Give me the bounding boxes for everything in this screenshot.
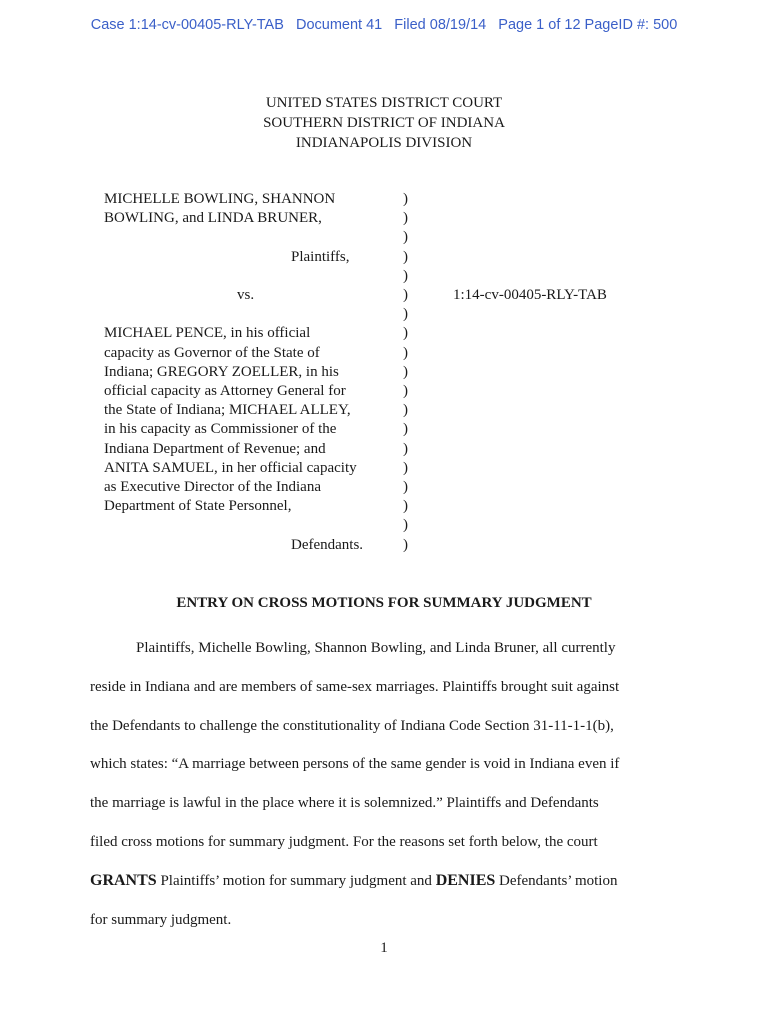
court-division: INDIANAPOLIS DIVISION: [295, 135, 473, 151]
defendant-line: ANITA SAMUEL, in her official capacity: [104, 459, 357, 476]
paragraph-line: the Defendants to challenge the constitutionality of Indiana Code Section 31-11-1-1(b),: [90, 717, 614, 734]
blank-line: [104, 516, 394, 535]
paragraph-line: the marriage is lawful in the place where it is solemnized.” Plaintiffs and Defendants: [90, 795, 599, 812]
versus-label: vs.: [237, 287, 255, 304]
defendant-line: as Executive Director of the Indiana: [104, 479, 321, 496]
paren: ): [403, 306, 408, 323]
plaintiff-line: MICHELLE BOWLING, SHANNON: [104, 191, 336, 207]
case-number: 1:14-cv-00405-RLY-TAB: [453, 287, 607, 303]
paren: ): [403, 363, 408, 380]
paren: ): [403, 325, 408, 342]
defendant-line: Indiana Department of Revenue; and: [104, 440, 326, 457]
paren: ): [403, 267, 408, 284]
ruling-text-end: Defendants’ motion: [495, 872, 618, 889]
paragraph-line: filed cross motions for summary judgment. For the reasons set forth below, the court: [90, 833, 598, 850]
defendant-line: capacity as Governor of the State of: [104, 344, 320, 361]
paren: ): [403, 459, 408, 476]
paragraph-line-ruling: [90, 862, 680, 901]
paren: ): [403, 248, 408, 265]
denies-emphasis: DENIES: [435, 871, 496, 889]
blank-line: [104, 267, 394, 286]
case-caption: [104, 190, 394, 555]
ruling-text: Plaintiffs’ motion for summary judgment and: [156, 872, 436, 889]
grants-emphasis: GRANTS: [90, 871, 157, 889]
defendant-line: MICHAEL PENCE, in his official: [104, 325, 311, 342]
paren: ): [403, 344, 408, 361]
paren: ): [403, 536, 408, 553]
paren: ): [403, 402, 408, 419]
paren: ): [403, 191, 408, 207]
body-paragraph: [90, 629, 680, 939]
defendant-line: in his capacity as Commissioner of the: [104, 421, 337, 438]
plaintiffs-label: Plaintiffs,: [291, 248, 350, 265]
page-number: 1: [380, 940, 388, 956]
caption-parentheses: [403, 190, 408, 555]
paren: ): [403, 210, 408, 227]
paren: ): [403, 517, 408, 534]
paren: ): [403, 287, 408, 304]
document-title: ENTRY ON CROSS MOTIONS FOR SUMMARY JUDGMENT: [176, 595, 592, 611]
court-heading: [0, 93, 768, 153]
paren: ): [403, 479, 408, 496]
defendant-line: official capacity as Attorney General for: [104, 383, 346, 400]
defendant-line: Indiana; GREGORY ZOELLER, in his: [104, 363, 339, 380]
paren: ): [403, 498, 408, 515]
court-name: UNITED STATES DISTRICT COURT: [265, 95, 503, 111]
blank-line: [104, 305, 394, 324]
paragraph-line: reside in Indiana and are members of same-sex marriages. Plaintiffs brought suit against: [90, 678, 620, 695]
paren: ): [403, 383, 408, 400]
paragraph-line: for summary judgment.: [90, 911, 232, 928]
paren: ): [403, 229, 408, 246]
ecf-header-stamp: Case 1:14-cv-00405-RLY-TAB Document 41 Filed 08/19/14 Page 1 of 12 PageID #: 500: [90, 17, 678, 33]
blank-line: [104, 228, 394, 247]
court-district: SOUTHERN DISTRICT OF INDIANA: [263, 115, 505, 131]
defendant-line: Department of State Personnel,: [104, 498, 292, 515]
paragraph-line: which states: “A marriage between persons of the same gender is void in Indiana even if: [90, 756, 620, 773]
paren: ): [403, 421, 408, 438]
paragraph-line: Plaintiffs, Michelle Bowling, Shannon Bowling, and Linda Bruner, all currently: [136, 640, 616, 656]
paren: ): [403, 440, 408, 457]
defendants-label: Defendants.: [291, 536, 364, 553]
defendant-line: the State of Indiana; MICHAEL ALLEY,: [104, 402, 351, 419]
plaintiff-line: BOWLING, and LINDA BRUNER,: [104, 210, 322, 227]
